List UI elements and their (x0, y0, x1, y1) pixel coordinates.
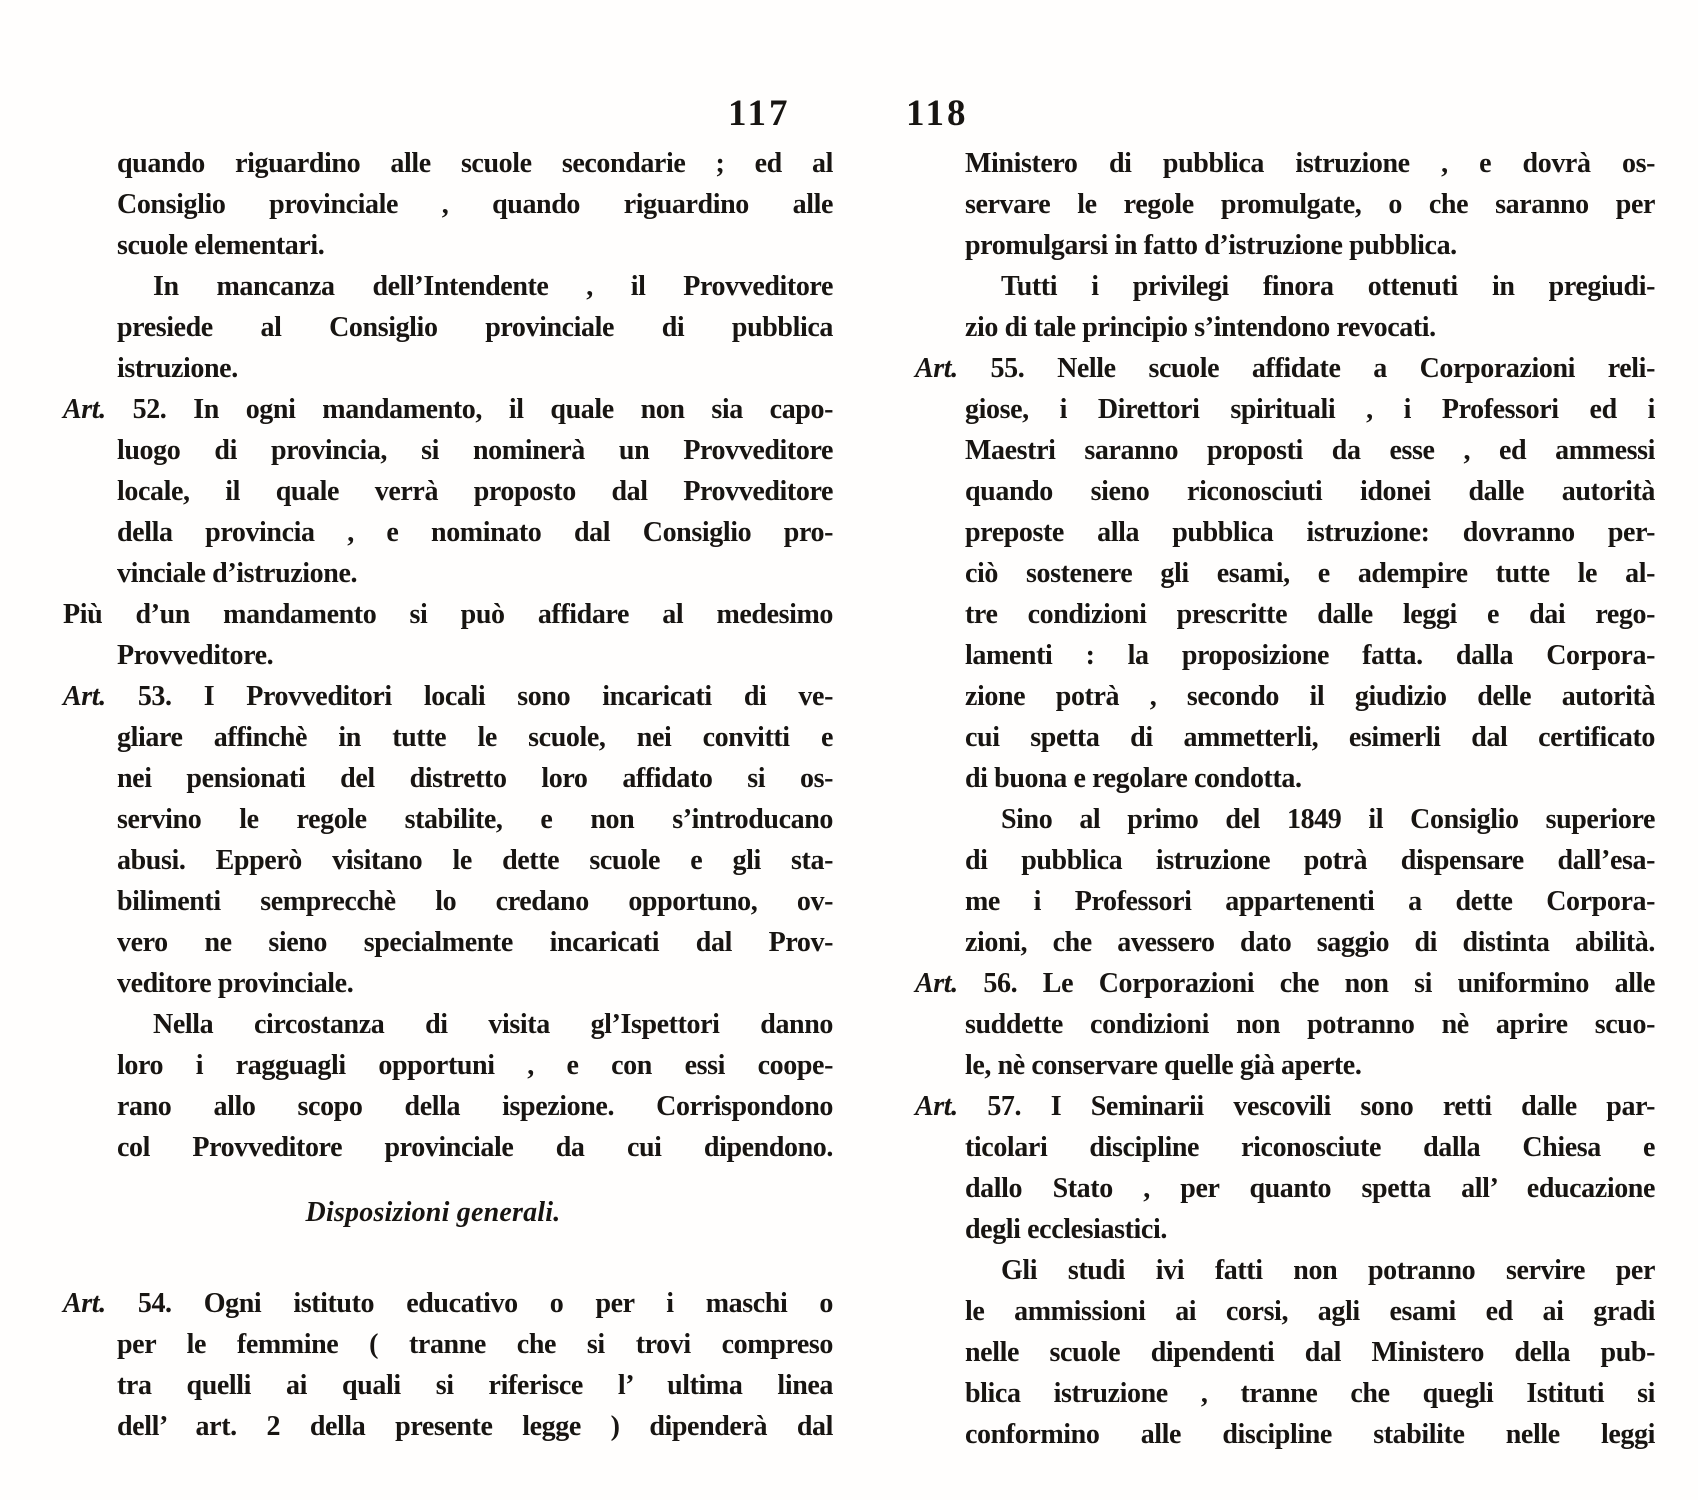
text-line: me i Professori appartenenti a dette Corpora- (965, 886, 1655, 917)
text-line: cui spetta di ammetterli, esimerli dal certificato (965, 722, 1655, 753)
text-line: In mancanza dell’Intendente , il Provveditore (153, 271, 833, 302)
article-label: Art. (915, 968, 958, 999)
text-line: Maestri saranno proposti da esse , ed ammessi (965, 435, 1655, 466)
article-label: Art. (63, 394, 106, 425)
text-line: di pubblica istruzione potrà dispensare dall’esa- (965, 845, 1655, 876)
text-line: Nella circostanza di visita gl’Ispettori danno (153, 1009, 833, 1040)
text-line: Art. 56. Le Corporazioni che non si uniformino alle (915, 968, 1655, 999)
text-line: Provveditore. (117, 640, 274, 671)
text-line: Consiglio provinciale , quando riguardino alle (117, 189, 833, 220)
page-117-text-column (63, 143, 833, 1447)
text-line: Tutti i privilegi finora ottenuti in pregiudi- (1001, 271, 1655, 302)
text-line: gliare affinchè in tutte le scuole, nei convitti e (117, 722, 833, 753)
text-line: quando sieno riconosciuti idonei dalle autorità (965, 476, 1655, 507)
text-line: Gli studi ivi fatti non potranno servire per (1001, 1255, 1655, 1286)
text-line: per le femmine ( tranne che si trovi compreso (117, 1329, 833, 1360)
text-line: Disposizioni generali. (305, 1197, 561, 1228)
text-line: rano allo scopo della ispezione. Corrispondono (117, 1091, 833, 1122)
text-line: lamenti : la proposizione fatta. dalla Corpora- (965, 640, 1655, 671)
text-line: le, nè conservare quelle già aperte. (965, 1050, 1362, 1081)
text-line: blica istruzione , tranne che quegli Istituti si (965, 1378, 1655, 1409)
text-line: istruzione. (117, 353, 238, 384)
text-line: della provincia , e nominato dal Consiglio pro- (117, 517, 833, 548)
page-118-text-column (915, 143, 1655, 1455)
text-line: dell’ art. 2 della presente legge ) dipenderà dal (117, 1411, 833, 1442)
text-line: vinciale d’istruzione. (117, 558, 358, 589)
text-line: suddette condizioni non potranno nè aprire scuo- (965, 1009, 1655, 1040)
article-label: Art. (63, 681, 106, 712)
text-line: abusi. Epperò visitano le dette scuole e gli sta- (117, 845, 833, 876)
text-line: nelle scuole dipendenti dal Ministero della pub- (965, 1337, 1655, 1368)
text-line: preposte alla pubblica istruzione: dovranno per- (965, 517, 1655, 548)
text-line: nei pensionati del distretto loro affidato si os- (117, 763, 833, 794)
text-line: Più d’un mandamento si può affidare al medesimo (63, 599, 833, 630)
text-line: Art. 52. In ogni mandamento, il quale non sia capo- (63, 394, 833, 425)
text-line: giose, i Direttori spirituali , i Professori ed i (965, 394, 1655, 425)
text-line: Art. 55. Nelle scuole affidate a Corporazioni reli- (915, 353, 1655, 384)
text-line: Art. 53. I Provveditori locali sono incaricati di ve- (63, 681, 833, 712)
text-line: promulgarsi in fatto d’istruzione pubblica. (965, 230, 1457, 261)
text-line: conformino alle discipline stabilite nelle leggi (965, 1419, 1655, 1450)
text-line: servino le regole stabilite, e non s’introducano (117, 804, 833, 835)
text-line: zio di tale principio s’intendono revocati. (965, 312, 1436, 343)
text-line: veditore provinciale. (117, 968, 354, 999)
text-line: tre condizioni prescritte dalle leggi e dai rego- (965, 599, 1655, 630)
text-line: Ministero di pubblica istruzione , e dovrà os- (965, 148, 1655, 179)
text-line: ciò sostenere gli esami, e adempire tutte le al- (965, 558, 1655, 589)
text-line: le ammissioni ai corsi, agli esami ed ai gradi (965, 1296, 1655, 1327)
text-line: luogo di provincia, si nominerà un Provveditore (117, 435, 833, 466)
text-line: vero ne sieno specialmente incaricati dal Prov- (117, 927, 833, 958)
text-line: loro i ragguagli opportuni , e con essi coope- (117, 1050, 833, 1081)
text-line: di buona e regolare condotta. (965, 763, 1302, 794)
text-line: presiede al Consiglio provinciale di pubblica (117, 312, 833, 343)
article-label: Art. (63, 1288, 106, 1319)
text-line: degli ecclesiastici. (965, 1214, 1167, 1245)
text-line: zione potrà , secondo il giudizio delle autorità (965, 681, 1655, 712)
text-line: scuole elementari. (117, 230, 325, 261)
text-line: quando riguardino alle scuole secondarie ; ed al (117, 148, 833, 179)
text-line: Art. 57. I Seminarii vescovili sono retti dalle par- (915, 1091, 1655, 1122)
article-label: Art. (915, 1091, 958, 1122)
text-line: bilimenti semprecchè lo credano opportuno, ov- (117, 886, 833, 917)
text-line: tra quelli ai quali si riferisce l’ ultima linea (117, 1370, 833, 1401)
text-line: zioni, che avessero dato saggio di distinta abilità. (965, 927, 1655, 958)
text-line: Sino al primo del 1849 il Consiglio superiore (1001, 804, 1655, 835)
page-number-right: 118 (906, 93, 969, 134)
page-number-left: 117 (728, 93, 791, 134)
text-line: locale, il quale verrà proposto dal Provveditore (117, 476, 833, 507)
text-line: ticolari discipline riconosciute dalla Chiesa e (965, 1132, 1655, 1163)
article-label: Art. (915, 353, 958, 384)
text-line: Art. 54. Ogni istituto educativo o per i maschi o (63, 1288, 833, 1319)
text-line: col Provveditore provinciale da cui dipendono. (117, 1132, 833, 1163)
text-line: servare le regole promulgate, o che saranno per (965, 189, 1655, 220)
text-line: dallo Stato , per quanto spetta all’ educazione (965, 1173, 1655, 1204)
